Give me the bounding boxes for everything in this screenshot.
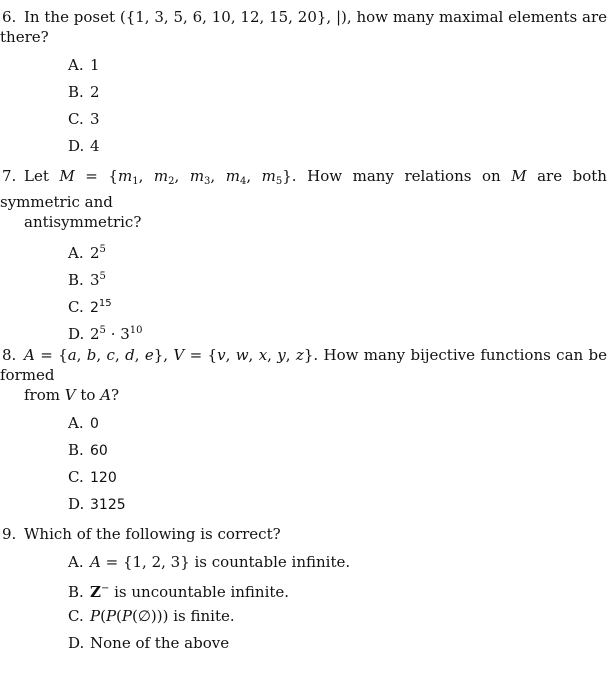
option-c[interactable]: C. 3 <box>68 110 100 128</box>
option-d[interactable]: D. 4 <box>68 137 100 155</box>
question-stem: 9. Which of the following is correct? <box>2 525 281 543</box>
option-d[interactable]: D. 3125 <box>68 495 126 513</box>
option-b[interactable]: B. 60 <box>68 441 108 459</box>
option-c[interactable]: C. 120 <box>68 468 117 486</box>
option-b[interactable]: B. $3^5$ <box>68 271 106 289</box>
question-7 <box>0 166 607 348</box>
question-6 <box>0 7 607 163</box>
question-number: 7. <box>2 167 17 185</box>
question-number: 9. <box>2 525 17 543</box>
options-list <box>68 413 607 521</box>
question-number: 6. <box>2 8 17 26</box>
option-d[interactable]: D. None of the above <box>68 634 230 652</box>
option-a[interactable]: A. $2^5$ <box>68 244 106 262</box>
option-c[interactable]: C. $2^{15}$ <box>68 298 112 316</box>
option-c[interactable]: C. P(P(P(∅))) is finite. <box>68 607 235 625</box>
question-number: 8. <box>2 346 17 364</box>
option-d[interactable]: D. $2^5 \cdot 3^{10}$ <box>68 325 143 343</box>
options-list <box>68 240 607 348</box>
options-list <box>68 552 607 660</box>
options-list <box>68 55 607 163</box>
question-stem: 8. A = {a, b, c, d, e}, V = {v, w, x, y, z}. How many bijective functions can be formed from V to A? <box>0 346 608 404</box>
option-a[interactable]: A. A = {1, 2, 3} is countable infinite. <box>68 553 351 571</box>
option-b[interactable]: B. 2 <box>68 83 100 101</box>
option-a[interactable]: A. 1 <box>68 56 100 74</box>
question-stem: 7. Let $M = \{m_1$, $m_2$, $m_3$, $m_4$, $m_5$}. How many relations on M are both symmetric and antisymmetric? <box>0 167 607 231</box>
question-stem: 6. In the poset ({1, 3, 5, 6, 10, 12, 15, 20}, |), how many maximal elements are there? <box>0 8 607 46</box>
question-8 <box>0 345 607 521</box>
option-a[interactable]: A. 0 <box>68 414 99 432</box>
question-9 <box>0 524 607 660</box>
option-b[interactable]: B. Z− is uncountable infinite. <box>68 583 290 601</box>
